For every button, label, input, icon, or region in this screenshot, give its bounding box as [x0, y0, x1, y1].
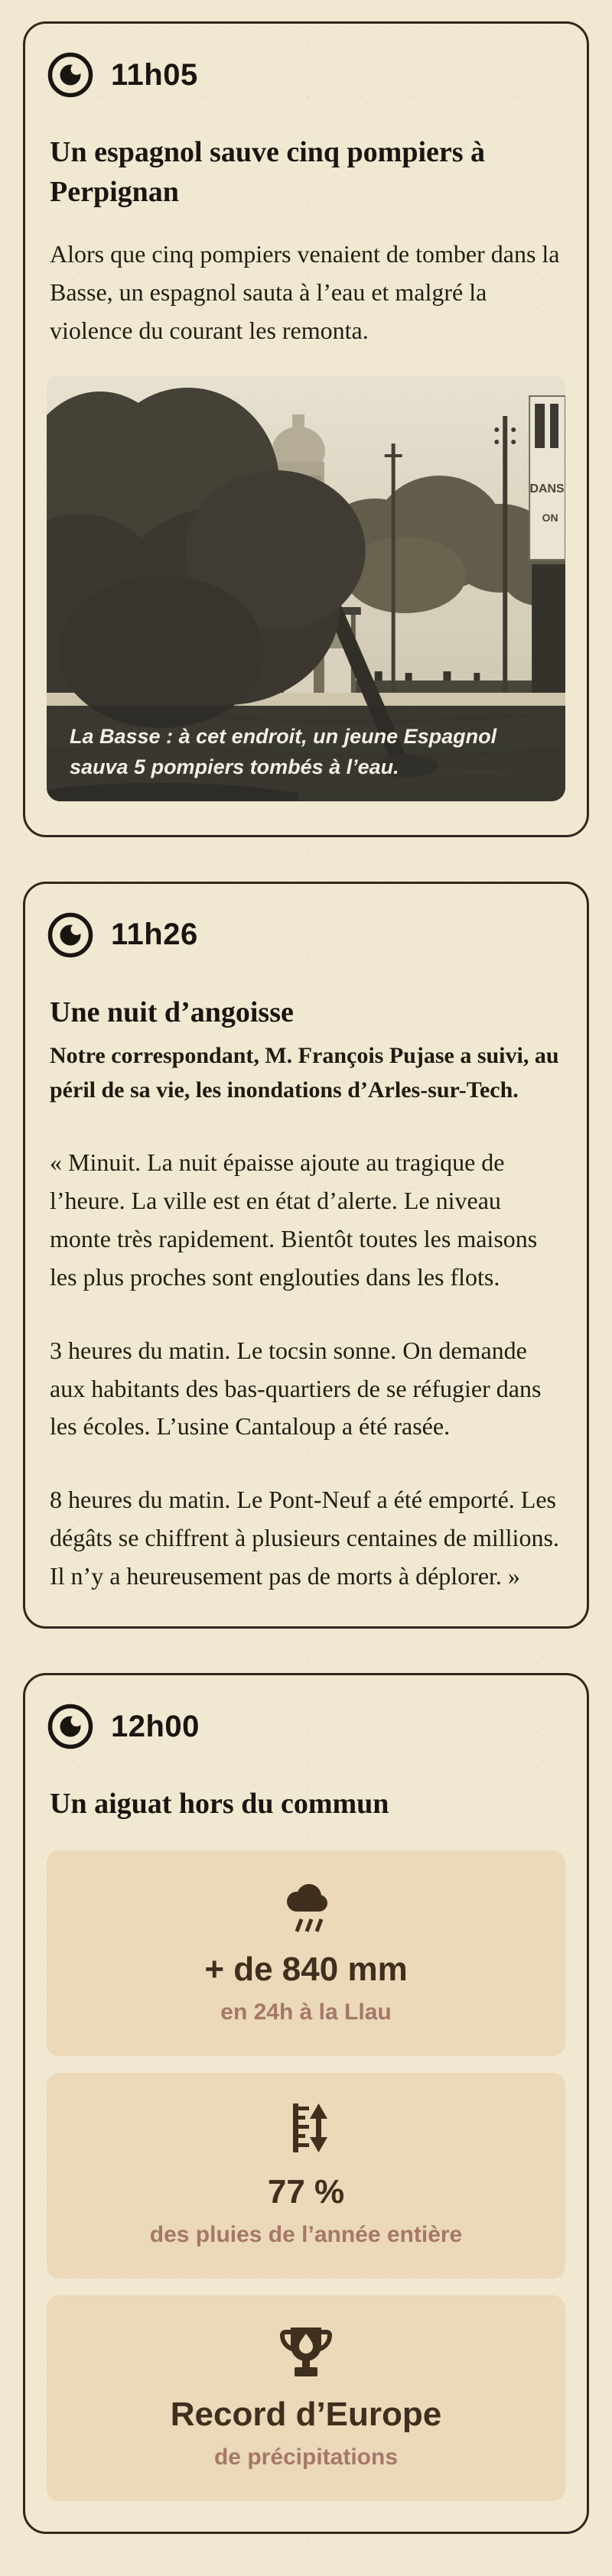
clock-icon: [47, 911, 94, 959]
card-paragraph: « Minuit. La nuit épaisse ajoute au tragique de l’heure. La ville est en état d’alerte. Le niveau monte très rapidement. Bientôt toutes les maisons les plus proches sont englouties dans les flots.: [50, 1148, 538, 1291]
stat-box-percentage: [47, 2073, 565, 2279]
timeline-card-11h26: [23, 882, 589, 1629]
card-paragraph: Alors que cinq pompiers venaient de tomber dans la Basse, un espagnol sauta à l’eau et malgré la violence du courant les remonta.: [50, 239, 560, 344]
timestamp: 11h05: [111, 57, 198, 92]
trophy-icon: [278, 2323, 334, 2381]
card-headline: Un espagnol sauve cinq pompiers à Perpignan: [50, 136, 486, 209]
card-headline: Un aiguat hors du commun: [50, 1788, 389, 1821]
photo-caption: La Basse : à cet endroit, un jeune Espagnol sauva 5 pompiers tombés à l’eau.: [47, 706, 565, 801]
sign-text-line: ON: [542, 511, 558, 524]
card-paragraph: 3 heures du matin. Le tocsin sonne. On demande aux habitants des bas-quartiers de se réfugier dans les écoles. L’usine Cantaloup a été rasée.: [50, 1336, 542, 1441]
timestamp: 11h26: [111, 918, 198, 952]
card-header: [47, 1703, 565, 1750]
stats-list: [47, 1850, 565, 2501]
stat-label: en 24h à la Llau: [220, 1999, 392, 2025]
stat-value: + de 840 mm: [204, 1950, 408, 1988]
timeline-card-12h00: [23, 1673, 589, 2533]
card-lede: Notre correspondant, M. François Pujase a suivi, au péril de sa vie, les inondations d’Arles-sur-Tech.: [50, 1043, 559, 1103]
stat-value: 77 %: [267, 2172, 345, 2211]
card-headline: Une nuit d’angoisse: [50, 996, 294, 1028]
clock-icon: [47, 51, 94, 99]
card-header: [47, 911, 565, 959]
card-paragraph: 8 heures du matin. Le Pont-Neuf a été emporté. Les dégâts se chiffrent à plusieurs centaines de millions. Il n’y a heureusement pas de morts à déplorer. »: [50, 1486, 559, 1590]
timeline-card-11h05: [23, 21, 589, 837]
flood-photo: [47, 376, 565, 801]
stat-label: de précipitations: [213, 2444, 399, 2470]
sign-text-line: DANS: [529, 482, 565, 495]
stat-box-rainfall: [47, 1850, 565, 2056]
clock-icon: [47, 1703, 94, 1750]
card-header: [47, 51, 565, 99]
timestamp: 12h00: [111, 1709, 200, 1743]
level-gauge-icon: [278, 2100, 334, 2159]
cloud-rain-icon: [278, 1878, 334, 1936]
stat-value: Record d’Europe: [170, 2395, 442, 2433]
stat-box-record: [47, 2295, 565, 2501]
stat-label: des pluies de l’année entière: [149, 2221, 463, 2247]
